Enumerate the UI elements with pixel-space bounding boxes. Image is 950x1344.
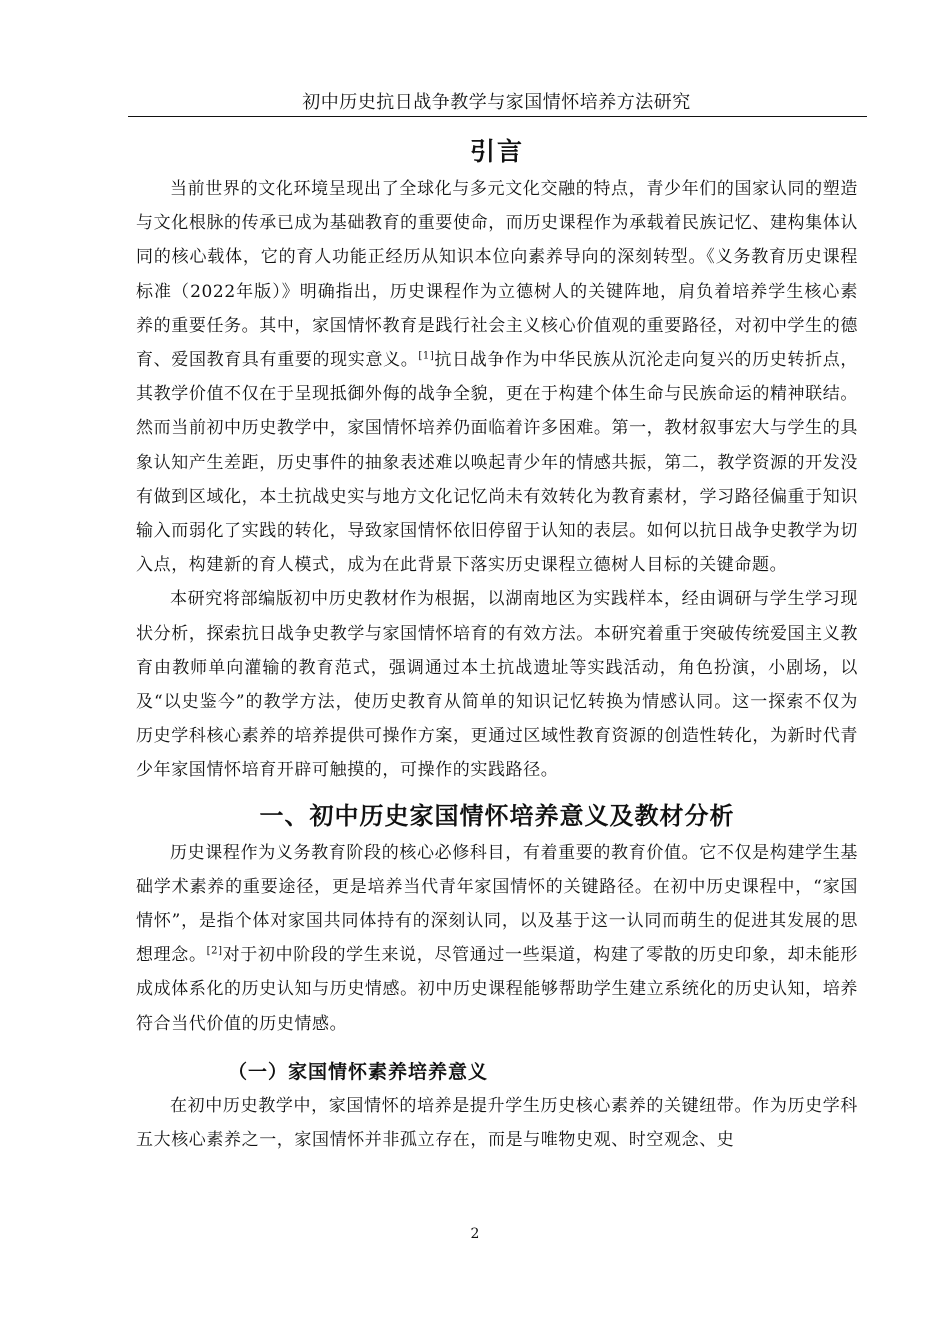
citation-marker-1: [1] (418, 350, 435, 362)
header-rule (128, 116, 867, 117)
page-content (136, 132, 858, 1157)
subsection-1-paragraph-1: 在初中历史教学中，家国情怀的培养是提升学生历史核心素养的关键纽带。作为历史学科五大核心素养之一，家国情怀并非孤立存在，而是与唯物史观、时空观念、史 (136, 1095, 858, 1151)
section-1-heading: 一、初中历史家国情怀培养意义及教材分析 (259, 801, 735, 830)
subsection-1-heading: （一）家国情怀素养培养意义 (228, 1060, 489, 1083)
page-number: 2 (470, 1226, 480, 1242)
section-1-paragraph-1-part-a: 历史课程作为义务教育阶段的核心必修科目，有着重要的教育价值。它不仅是构建学生基础学术素养的重要途径，更是培养当代青年家国情怀的关键路径。在初中历史课程中，“家国情怀”，是指个体对家国共同体持有的深刻认同，以及基于这一认同而萌生的促进其发展的思想理念。 (136, 842, 858, 966)
intro-paragraph-2: 本研究将部编版初中历史教材作为根据，以湖南地区为实践样本，经由调研与学生学习现状分析，探索抗日战争史教学与家国情怀培育的有效方法。本研究着重于突破传统爱国主义教育由教师单向灌输的教育范式，强调通过本土抗战遗址等实践活动，角色扮演，小剧场，以及“以史鉴今”的教学方法，使历史教育从简单的知识记忆转换为情感认同。这一探索不仅为历史学科核心素养的培养提供可操作方案，更通过区域性教育资源的创造性转化，为新时代青少年家国情怀培育开辟可触摸的，可操作的实践路径。 (136, 589, 858, 781)
intro-paragraph-1-part-a: 当前世界的文化环境呈现出了全球化与多元文化交融的特点，青少年们的国家认同的塑造与文化根脉的传承已成为基础教育的重要使命，而历史课程作为承载着民族记忆、建构集体认同的核心载体，它的育人功能正经历从知识本位向素养导向的深刻转型。《义务教育历史课程标准（2022年版）》明确指出，历史课程作为立德树人的关键阵地，肩负着培养学生核心素养的重要任务。其中，家国情怀教育是践行社会主义核心价值观的重要路径，对初中学生的德育、爱国教育具有重要的现实意义。 (136, 179, 858, 371)
running-header: 初中历史抗日战争教学与家国情怀培养方法研究 (302, 92, 691, 113)
section-1-paragraph-1-part-b: 对于初中阶段的学生来说，尽管通过一些渠道，构建了零散的历史印象，却未能形成成体系化的历史认知与历史情感。初中历史课程能够帮助学生建立系统化的历史认知，培养符合当代价值的历史情感。 (136, 945, 858, 1034)
intro-paragraph-1 (136, 172, 858, 582)
section-1-paragraph-1 (136, 836, 858, 1041)
intro-paragraph-1-part-b: 抗日战争作为中华民族从沉沦走向复兴的历史转折点，其教学价值不仅在于呈现抵御外侮的战争全貌，更在于构建个体生命与民族命运的精神联结。然而当前初中历史教学中，家国情怀培养仍面临着许多困难。第一，教材叙事宏大与学生的具象认知产生差距，历史事件的抽象表述难以唤起青少年的情感共振，第二，教学资源的开发没有做到区域化，本土抗战史实与地方文化记忆尚未有效转化为教育素材，学习路径偏重于知识输入而弱化了实践的转化，导致家国情怀依旧停留于认知的表层。如何以抗日战争史教学为切入点，构建新的育人模式，成为在此背景下落实历史课程立德树人目标的关键命题。 (136, 350, 858, 576)
intro-heading: 引言 (469, 137, 524, 166)
citation-marker-2: [2] (206, 945, 223, 957)
